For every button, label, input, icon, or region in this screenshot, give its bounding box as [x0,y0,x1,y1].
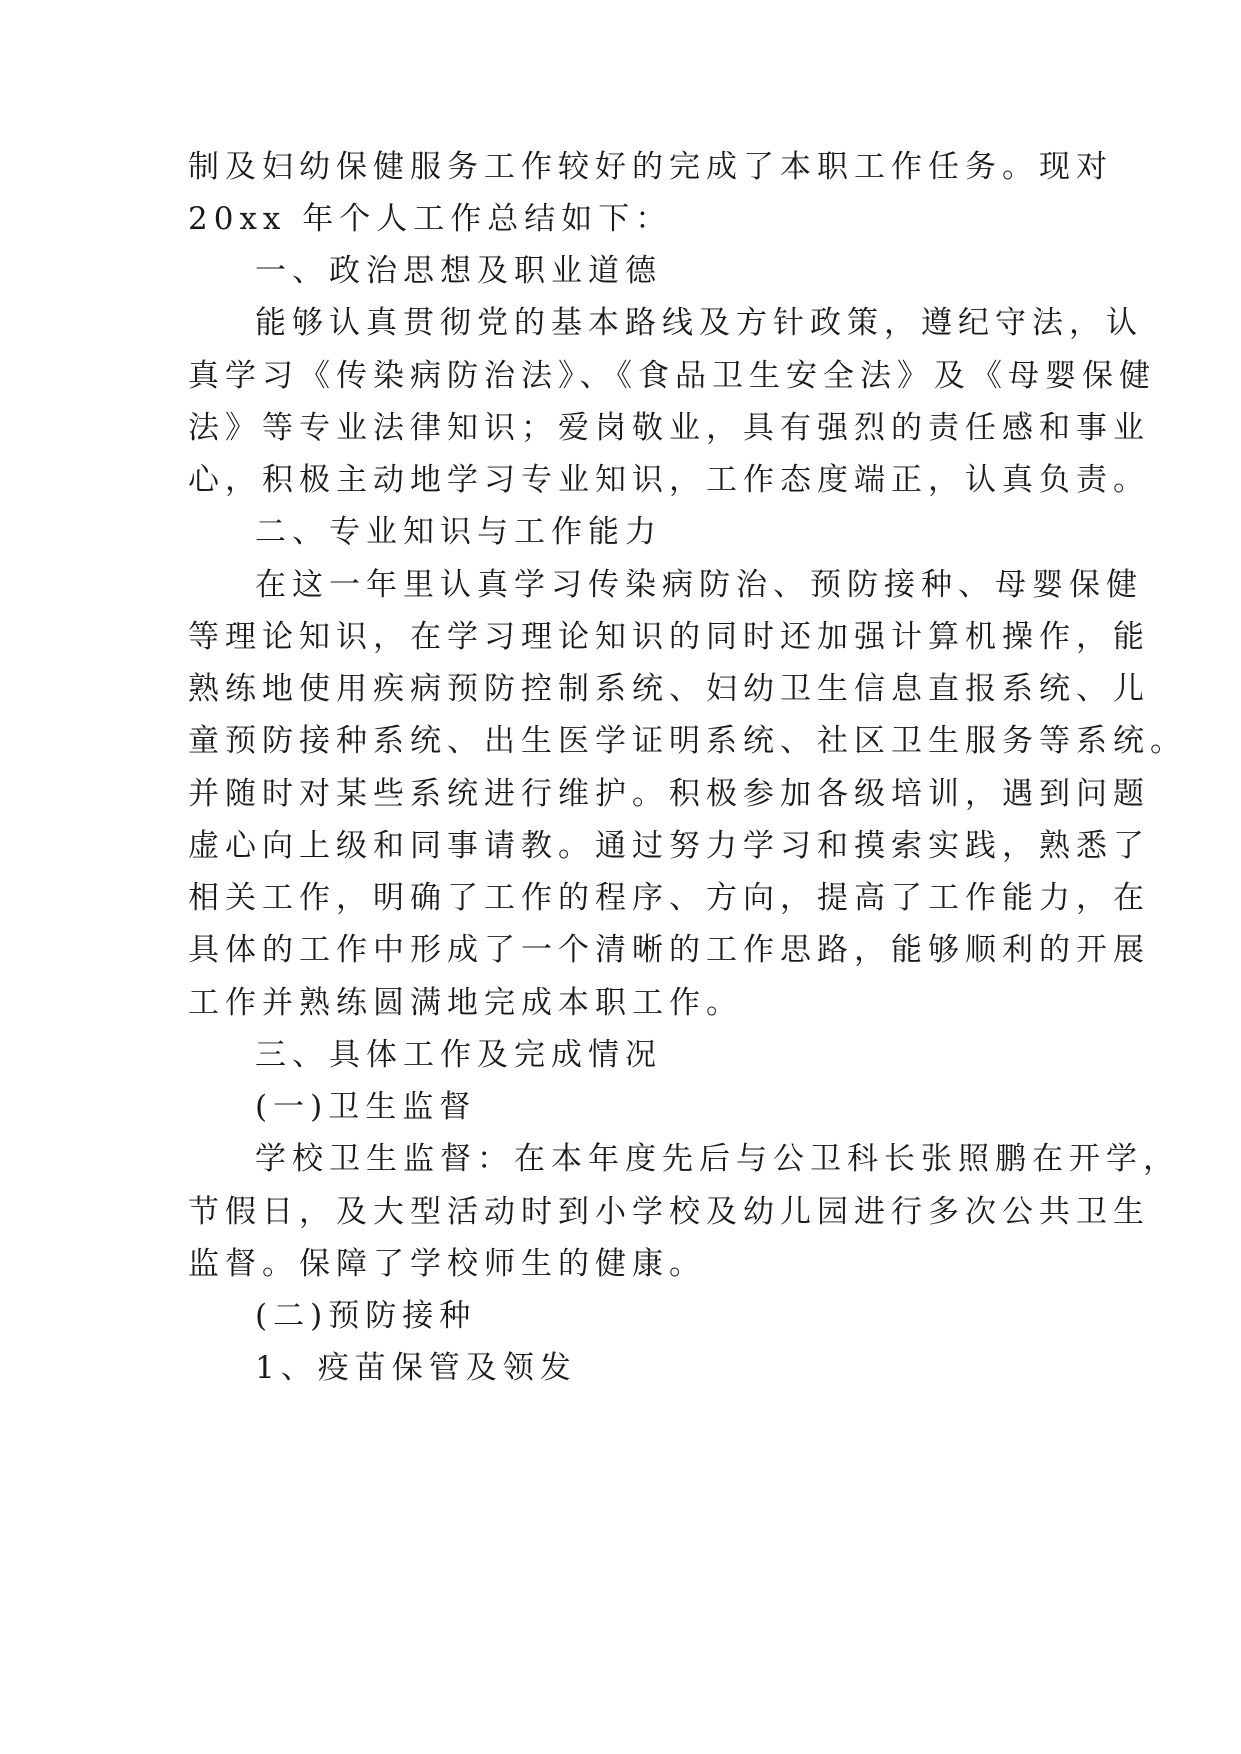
text-line: 监督。保障了学校师生的健康。 [188,1246,706,1282]
text-line: 工作并熟练圆满地完成本职工作。 [188,985,743,1021]
text-line: 制及妇幼保健服务工作较好的完成了本职工作任务。现对 [188,149,1113,185]
text-line: 真学习《传染病防治法》、《食品卫生安全法》及《母婴保健 [188,358,1156,394]
list-item: 1、疫苗保管及领发 [255,1350,577,1386]
text-line: 童预防接种系统、出生医学证明系统、社区卫生服务等系统。 [188,723,1187,759]
section-heading: 三、具体工作及完成情况 [255,1037,662,1073]
text-line: 20xx 年个人工作总结如下： [188,201,673,237]
text-line: 能够认真贯彻党的基本路线及方针政策，遵纪守法，认 [255,305,1143,341]
text-line: 相关工作，明确了工作的程序、方向，提高了工作能力，在 [188,880,1150,916]
text-line: 法》等专业法律知识；爱岗敬业，具有强烈的责任感和事业 [188,410,1150,446]
section-heading: 二、专业知识与工作能力 [255,514,662,550]
text-line: 在这一年里认真学习传染病防治、预防接种、母婴保健 [255,567,1143,603]
text-line: 虚心向上级和同事请教。通过努力学习和摸索实践，熟悉了 [188,828,1150,864]
text-line: 心，积极主动地学习专业知识，工作态度端正，认真负责。 [188,462,1150,498]
section-heading: 一、政治思想及职业道德 [255,253,662,289]
text-line: 具体的工作中形成了一个清晰的工作思路，能够顺利的开展 [188,932,1150,968]
text-line: 节假日，及大型活动时到小学校及幼儿园进行多次公共卫生 [188,1194,1150,1230]
subsection-heading: (一)卫生监督 [255,1089,477,1125]
text-line: 等理论知识，在学习理论知识的同时还加强计算机操作，能 [188,619,1150,655]
text-line: 熟练地使用疾病预防控制系统、妇幼卫生信息直报系统、儿 [188,671,1150,707]
subsection-heading: (二)预防接种 [255,1298,477,1334]
text-line: 学校卫生监督：在本年度先后与公卫科长张照鹏在开学， [255,1141,1180,1177]
text-line: 并随时对某些系统进行维护。积极参加各级培训，遇到问题 [188,776,1150,812]
